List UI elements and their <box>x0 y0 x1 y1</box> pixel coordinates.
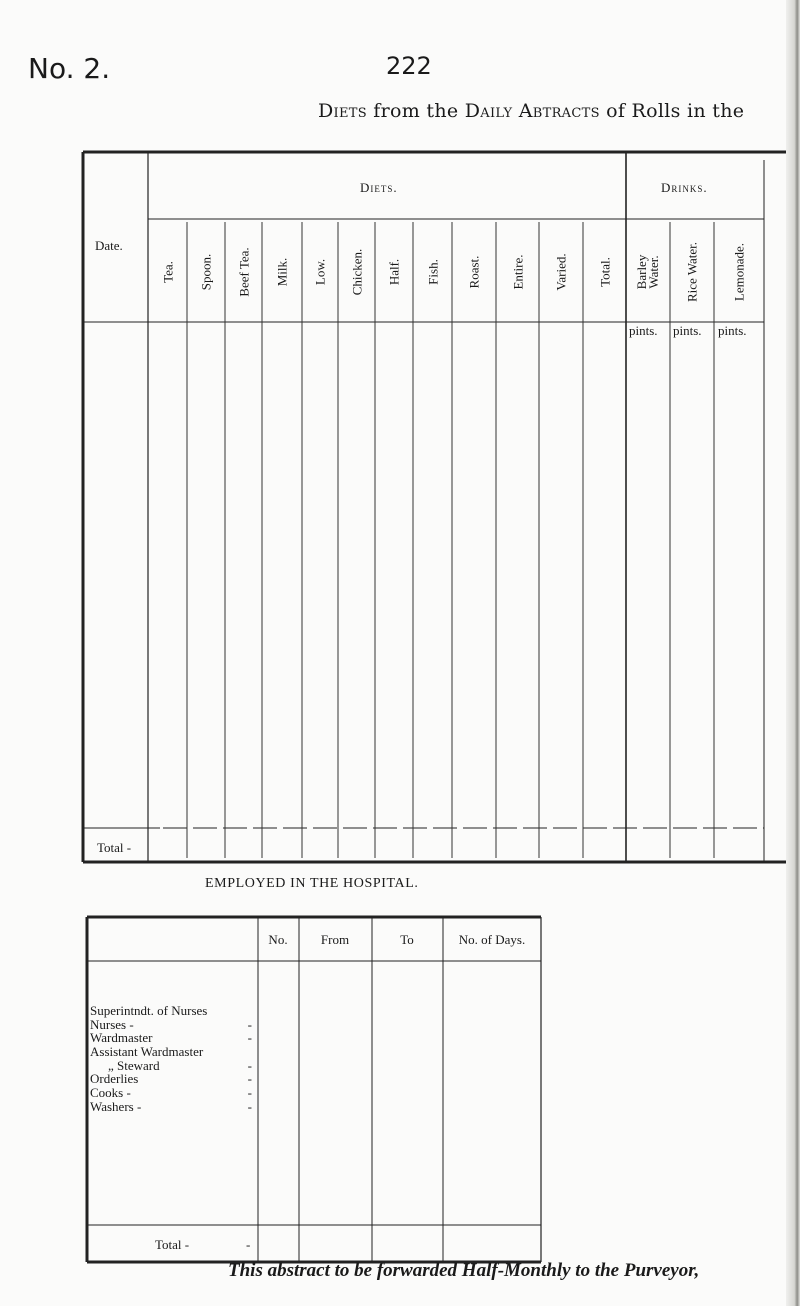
diet-col-low: Low. <box>312 258 328 286</box>
diet-col-milk: Milk. <box>274 257 290 287</box>
diet-col-fish: Fish. <box>425 259 440 285</box>
employed-row-label: Wardmaster <box>90 1030 153 1046</box>
employed-row <box>90 1031 258 1045</box>
diets-total-label: Total - <box>97 840 132 855</box>
unit-lemonade: pints. <box>718 323 747 338</box>
diet-col-spoon: Spoon. <box>198 253 214 291</box>
employed-total-label: Total - <box>155 1237 190 1252</box>
drink-col-lemonade: Lemonade. <box>731 242 747 302</box>
employed-row-label: Superintndt. of Nurses <box>90 1003 208 1018</box>
page-number: No. 2. <box>28 52 111 85</box>
employed-col-days: No. of Days. <box>458 932 526 947</box>
title-part-from: from the <box>366 100 465 122</box>
employed-row <box>90 1045 258 1059</box>
employed-col-from: From <box>320 932 350 947</box>
title-part-diets: Diets <box>318 100 367 122</box>
date-header: Date. <box>95 238 123 253</box>
unit-barley-water: pints. <box>629 323 658 338</box>
employed-row-dash: - <box>247 1071 252 1087</box>
employed-row <box>90 1086 258 1100</box>
employed-col-to: To <box>400 932 414 947</box>
employed-row <box>90 1072 258 1086</box>
employed-row <box>90 1018 258 1032</box>
employed-total-dash: - <box>246 1237 251 1252</box>
diet-col-chicken: Chicken. <box>349 248 364 296</box>
diet-col-tea: Tea. <box>160 261 175 283</box>
employed-row-dash: - <box>247 1016 252 1032</box>
employed-col-no: No. <box>268 932 288 947</box>
employed-row-label: „ Steward <box>108 1057 160 1073</box>
employed-row-dash: - <box>247 1098 252 1114</box>
diet-col-half: Half. <box>386 258 402 286</box>
folio-number: 222 <box>386 52 432 80</box>
diet-col-roast: Roast. <box>466 255 482 289</box>
employed-row-label: Orderlies <box>90 1071 139 1087</box>
employed-row-dash: - <box>247 1030 252 1046</box>
drink-col-rice-water: Rice Water. <box>684 241 700 303</box>
diet-col-varied: Varied. <box>553 253 569 291</box>
drinks-group-label: Drinks. <box>661 180 708 195</box>
employed-heading: EMPLOYED IN THE HOSPITAL. <box>205 876 419 891</box>
title-part-abstracts: Daily Abtracts <box>464 100 600 122</box>
employed-row-labels <box>90 1004 258 1114</box>
employed-row <box>90 1100 258 1114</box>
diets-group-label: Diets. <box>360 180 398 195</box>
diet-col-entire: Entire. <box>510 254 525 290</box>
employed-row <box>90 1059 258 1073</box>
employed-row-label: Assistant Wardmaster <box>90 1044 204 1060</box>
diets-group-header <box>360 180 398 196</box>
drink-col-barley-water: Barley Water. <box>634 254 661 290</box>
page-binding-edge <box>786 0 800 1306</box>
employed-row-label: Washers - <box>90 1098 142 1114</box>
employed-row-label: Nurses - <box>90 1016 134 1032</box>
footer-instruction: This abstract to be forwarded Half-Monthly to the Purveyor, <box>228 1260 700 1281</box>
employed-row-dash: - <box>247 1057 252 1073</box>
title-part-rolls: of Rolls in the <box>599 100 745 122</box>
diet-col-beef-tea: Beef Tea. <box>236 247 251 297</box>
unit-rice-water: pints. <box>673 323 702 338</box>
employed-row-dash: - <box>247 1085 252 1101</box>
drinks-group-header <box>661 180 708 196</box>
employed-row-label: Cooks - <box>90 1085 131 1101</box>
diet-col-total: Total. <box>597 257 612 287</box>
employed-row <box>90 1004 258 1018</box>
